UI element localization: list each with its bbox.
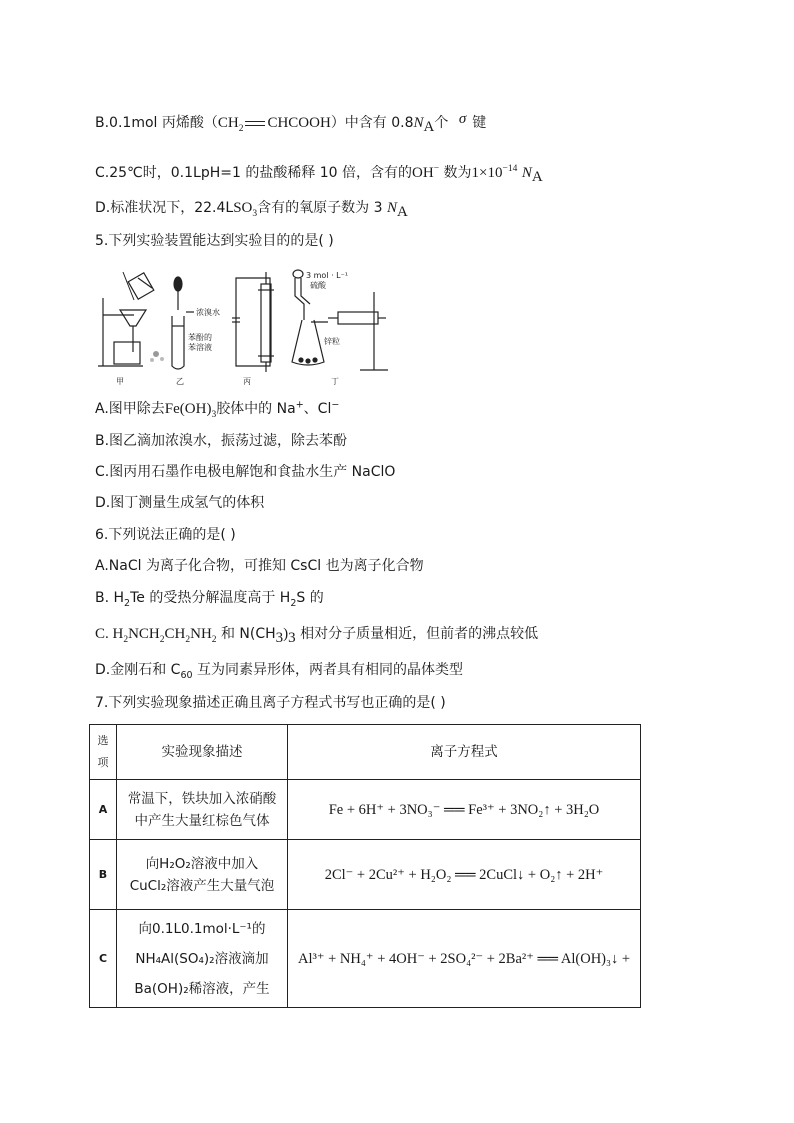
q4-option-c: C.25℃时，0.1LpH=1 的盐酸稀释 10 倍，含有的OH− 数为$1\times 10^{-14}$ $N_A$ [95, 164, 543, 185]
q5-stem: 5.下列实验装置能达到实验目的的是( ) [95, 233, 334, 249]
label-bing: 丙 [243, 377, 251, 386]
apparatus-yi [172, 277, 194, 369]
q6-stem: 6.下列说法正确的是( ) [95, 527, 236, 543]
label-phenol-1: 苯酚的 [188, 333, 212, 342]
q6-option-d: D.金刚石和 $C_{60}$ 互为同素异形体，两者具有相同的晶体类型 [95, 662, 464, 681]
q5-option-c: C.图丙用石墨作电极电解饱和食盐水生产 NaClO [95, 464, 396, 480]
apparatus-jia [98, 272, 164, 366]
q4-option-d: D.标准状况下，$22.4LSO_3$含有的氧原子数为 3 $N_A$ [95, 200, 408, 220]
q5-option-d: D.图丁测量生成氢气的体积 [95, 495, 265, 511]
sigma-symbol: σ [458, 111, 467, 127]
label-acid: 硫酸 [310, 281, 326, 290]
label-acid-conc: 3 mol · L⁻¹ [306, 271, 349, 280]
row-option: C [90, 910, 117, 1008]
row-option: B [90, 840, 117, 910]
experiment-figure [98, 262, 390, 390]
row-description: 常温下，铁块加入浓硝酸 中产生大量红棕色气体 [117, 780, 288, 840]
table-row [90, 910, 641, 1008]
q6-option-c: C. $H_2NCH_2CH_2NH_2$ 和 $N(CH_3)_3$ 相对分子质量相近，但前者的沸点较低 [95, 626, 539, 646]
q7-stem: 7.下列实验现象描述正确且离子方程式书写也正确的是( ) [95, 695, 446, 711]
header-option: 选 项 [90, 725, 117, 780]
row-equation: Fe + 6H⁺ + 3NO₃⁻ ══ Fe³⁺ + 3NO₂↑ + 3H₂O [288, 780, 641, 840]
apparatus-bing [232, 272, 274, 372]
q6-option-a: A.NaCl 为离子化合物，可推知 CsCl 也为离子化合物 [95, 558, 424, 574]
row-equation: Al³⁺ + NH₄⁺ + 4OH⁻ + 2SO₄²⁻ + 2Ba²⁺ ══ Al(OH)₃↓ + [288, 910, 641, 1008]
label-ding: 丁 [331, 377, 339, 386]
label-bromine-water: 浓溴水 [196, 308, 220, 317]
label-yi: 乙 [176, 377, 184, 386]
row-description: 向H₂O₂溶液中加入 CuCl₂溶液产生大量气泡 [117, 840, 288, 910]
table-header-row [90, 725, 641, 780]
row-description: 向0.1L0.1mol·L⁻¹的 NH₄Al(SO₄)₂溶液滴加 Ba(OH)₂稀溶液，产生 [117, 910, 288, 1008]
row-option: A [90, 780, 117, 840]
table-row [90, 840, 641, 910]
header-equation: 离子方程式 [288, 725, 641, 780]
header-description: 实验现象描述 [117, 725, 288, 780]
label-phenol-2: 苯溶液 [188, 343, 212, 352]
q5-option-a: A.图甲除去$Fe(OH)_3$胶体中的 Na+、Cl− [95, 399, 340, 420]
label-jia: 甲 [116, 377, 124, 386]
label-zinc: 锌粒 [324, 337, 340, 346]
apparatus-ding [292, 270, 388, 370]
q5-option-b: B.图乙滴加浓溴水，振荡过滤，除去苯酚 [95, 433, 348, 449]
table-row [90, 780, 641, 840]
q6-option-b: B. $H_2Te$ 的受热分解温度高于 $H_2S$ 的 [95, 590, 324, 609]
q7-table [89, 724, 641, 1008]
row-equation: 2Cl⁻ + 2Cu²⁺ + H₂O₂ ══ 2CuCl↓ + O₂↑ + 2H⁺ [288, 840, 641, 910]
q4-option-b: B.0.1mol 丙烯酸（$CH_2$ CHCOOH）中含有 $0.8N_A$个 σ 键 [95, 111, 487, 135]
